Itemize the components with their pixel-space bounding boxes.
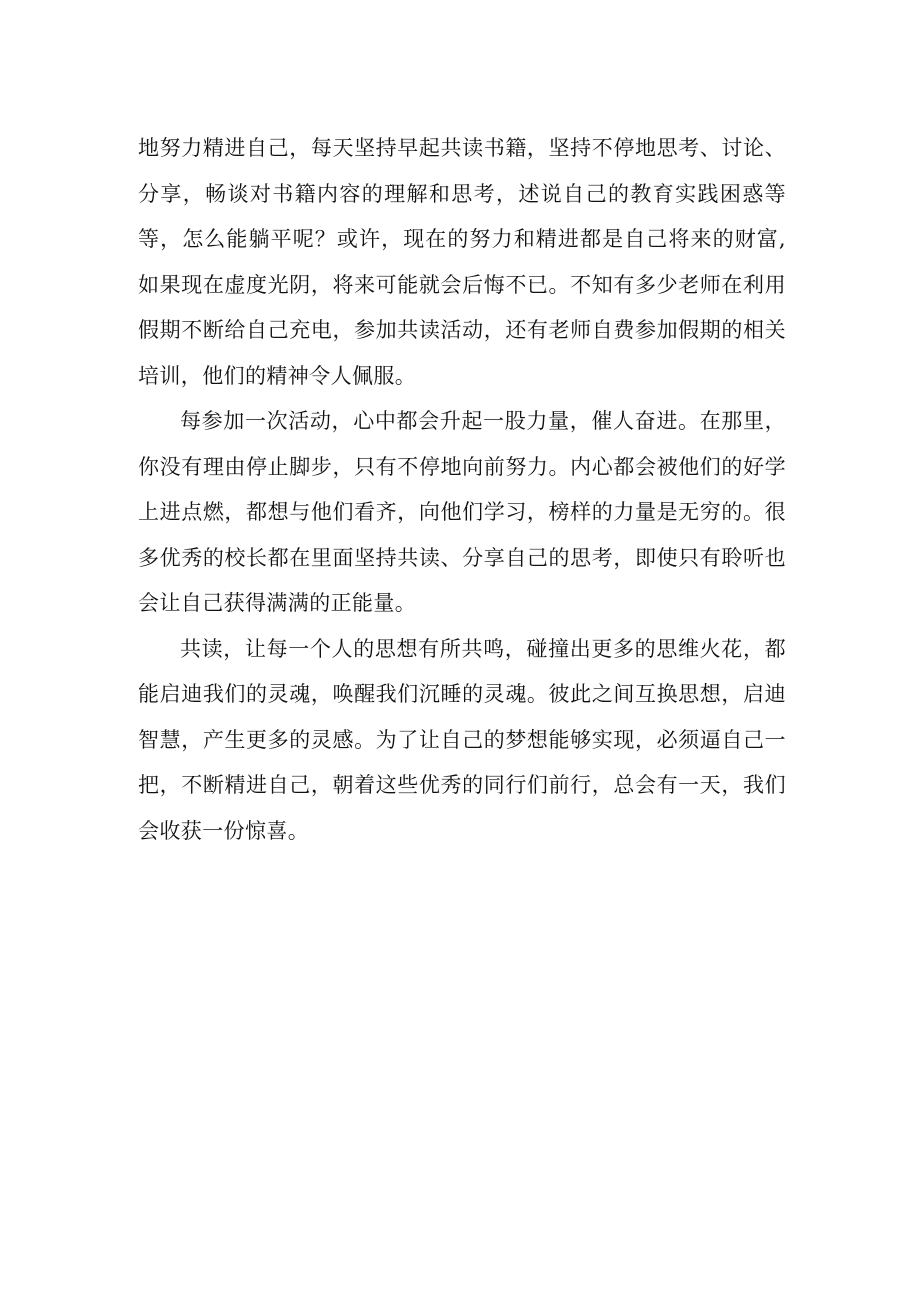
paragraph-1: 地努力精进自己，每天坚持早起共读书籍，坚持不停地思考、讨论、分享，畅谈对书籍内容的理解和思考，述说自己的教育实践困惑等等，怎么能躺平呢？或许，现在的努力和精进都是自己将来的财富,如果现在虚度光阴，将来可能就会后悔不已。不知有多少老师在利用假期不断给自己充电，参加共读活动，还有老师自费参加假期的相关培训，他们的精神令人佩服。 (138, 136, 786, 388)
document-body (138, 126, 786, 854)
paragraph-3: 共读，让每一个人的思想有所共鸣，碰撞出更多的思维火花，都能启迪我们的灵魂，唤醒我们沉睡的灵魂。彼此之间互换思想，启迪智慧，产生更多的灵感。为了让自己的梦想能够实现，必须逼自己一把，不断精进自己，朝着这些优秀的同行们前行，总会有一天，我们会收获一份惊喜。 (138, 636, 786, 843)
paragraph-2: 每参加一次活动，心中都会升起一股力量，催人奋进。在那里，你没有理由停止脚步，只有不停地向前努力。内心都会被他们的好学上进点燃，都想与他们看齐，向他们学习，榜样的力量是无穷的。很多优秀的校长都在里面坚持共读、分享自己的思考，即使只有聆听也会让自己获得满满的正能量。 (138, 409, 786, 615)
